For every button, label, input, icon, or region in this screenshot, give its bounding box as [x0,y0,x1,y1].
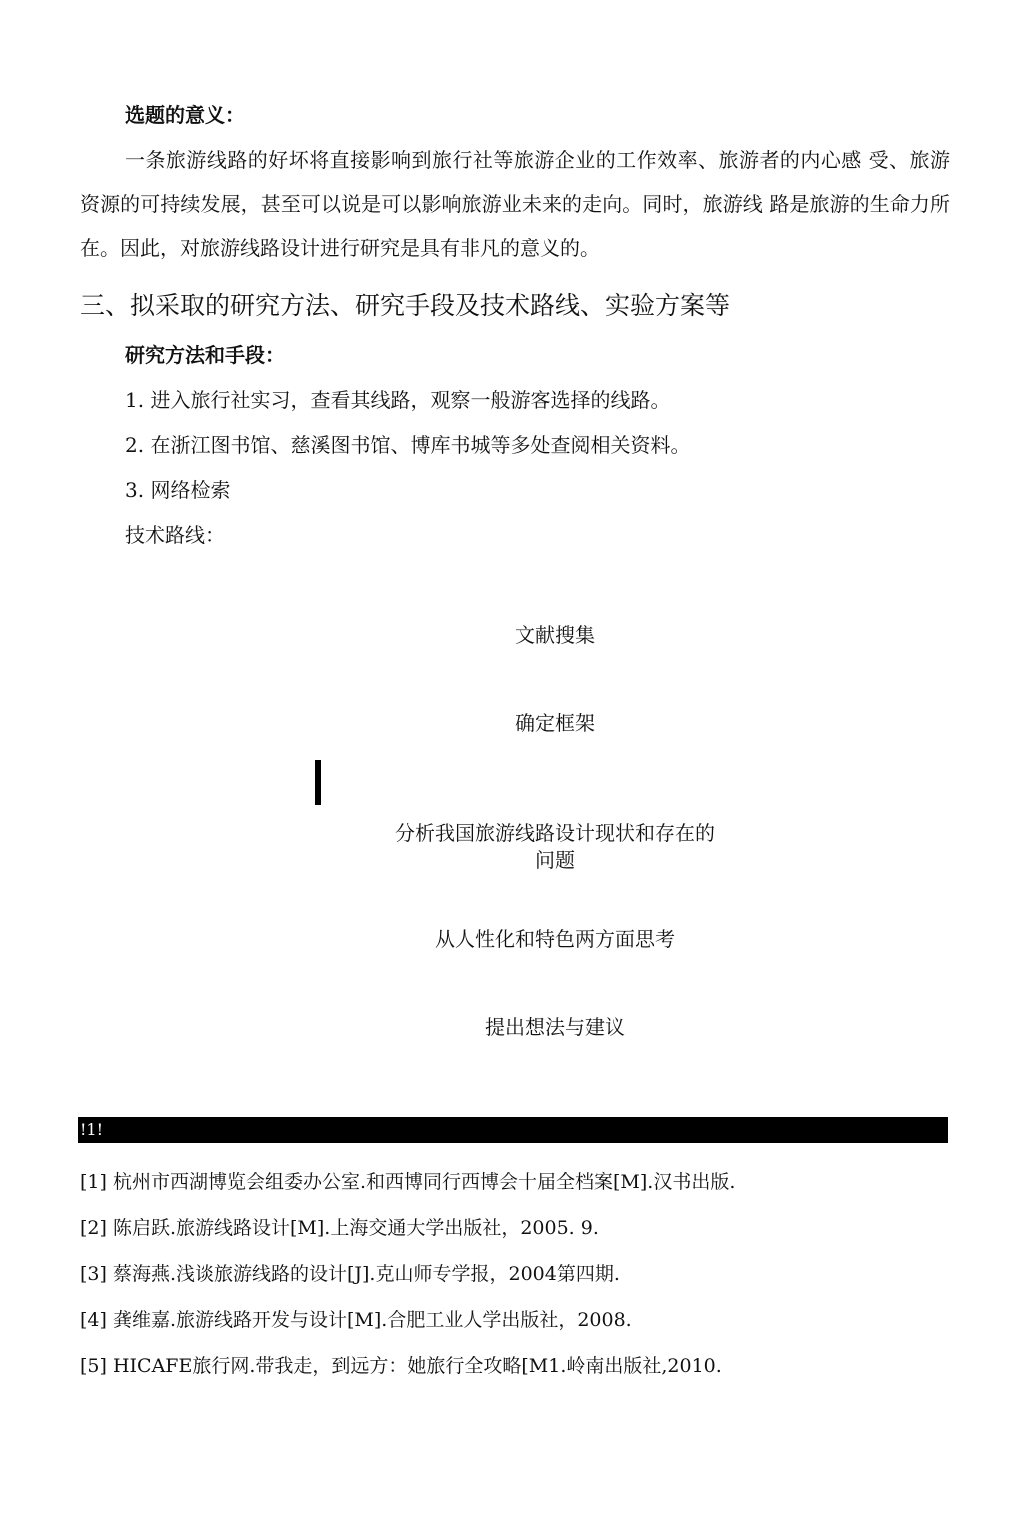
reference-item-4: [4] 龚维嘉.旅游线路开发与设计[M].合肥工业人学出版社，2008. [80,1309,632,1331]
reference-item-5: [5] HICAFE旅行网.带我走，到远方：她旅行全攻略[M1.岭南出版社,2010. [80,1355,722,1377]
flow-step-1: 文献搜集 [515,623,595,647]
section-heading: 三、拟采取的研究方法、研究手段及技术路线、实验方案等 [80,291,731,320]
methods-title: 研究方法和手段： [125,343,285,367]
significance-paragraph: 一条旅游线路的好坏将直接影响到旅行社等旅游企业的工作效率、旅游者的内心感 受、旅游资源的可持续发展，甚至可以说是可以影响旅游业未来的走向。同时，旅游线 路是旅游的生命力所在。因此，对旅游线路设计进行研究是具有非凡的意义的。 [80,148,950,260]
route-title: 技术路线： [125,523,225,547]
method-item-2: 2. 在浙江图书馆、慈溪图书馆、博库书城等多处查阅相关资料。 [125,433,691,457]
flow-step-2: 确定框架 [515,711,595,735]
method-item-3: 3. 网络检索 [125,478,231,502]
flow-connector [315,760,321,805]
reference-item-3: [3] 蔡海燕.浅谈旅游线路的设计[J].克山师专学报，2004第四期. [80,1263,620,1285]
flow-step-5: 提出想法与建议 [485,1015,625,1039]
significance-title: 选题的意义： [125,103,245,127]
method-item-1: 1. 进入旅行社实习，查看其线路，观察一般游客选择的线路。 [125,388,671,412]
flow-step-3: 分析我国旅游线路设计现状和存在的问题 [395,821,715,872]
flow-step-4: 从人性化和特色两方面思考 [435,927,675,951]
reference-item-2: [2] 陈启跃.旅游线路设计[M].上海交通大学出版社，2005. 9. [80,1217,599,1239]
references-bar: !1! [78,1117,948,1143]
reference-item-1: [1] 杭州市西湖博览会组委办公室.和西博同行西博会十届全档案[M].汉书出版. [80,1171,736,1193]
